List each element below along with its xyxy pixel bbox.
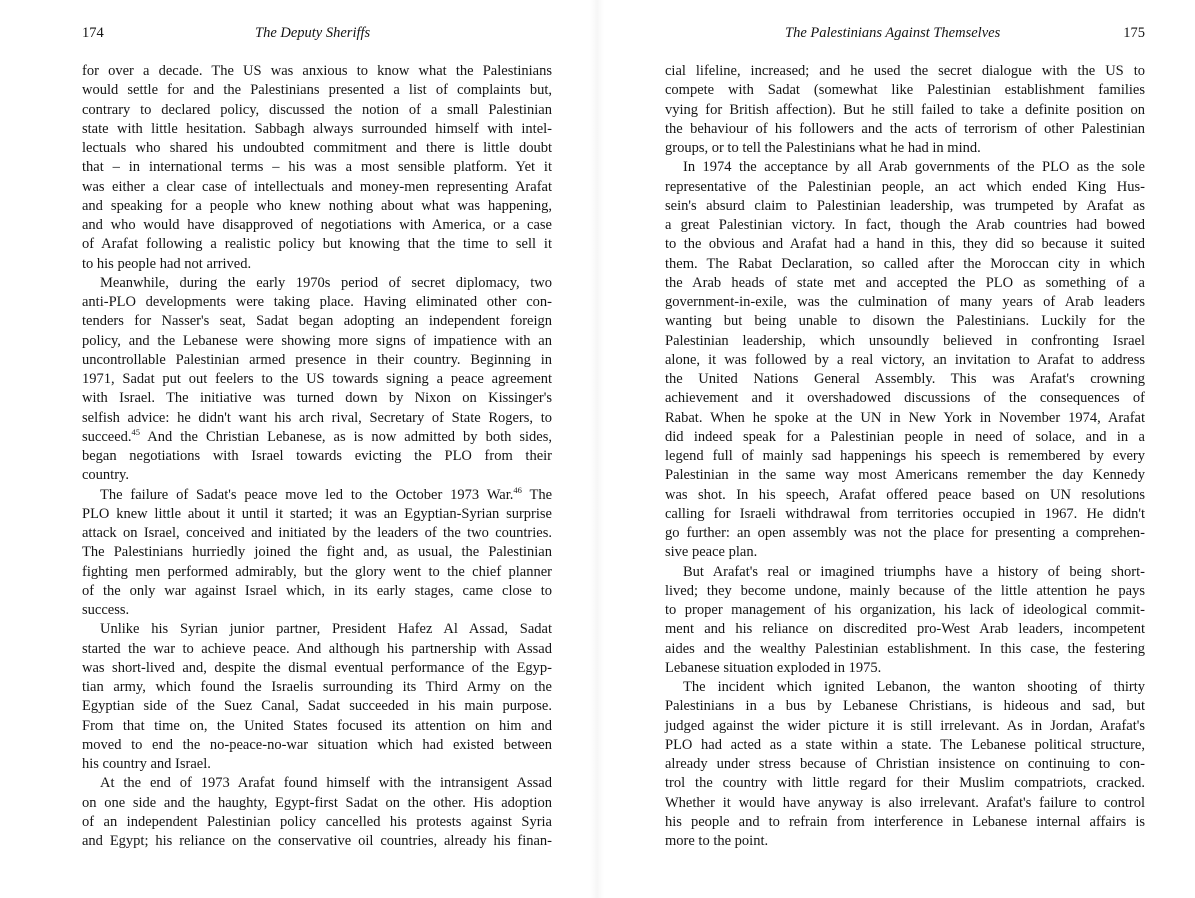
line-text: Rabat. When he spoke at the UN in New York in November 1974, Arafat [665,409,1145,426]
text-line [82,736,552,755]
text-line [82,274,552,293]
line-text: alone, it was followed by a real victory, an invitation to Arafat to address [665,351,1145,368]
line-text: with Israel. The initiative was turned down by Nixon on Kissinger's [82,390,552,407]
text-line [82,447,552,466]
page-number: 175 [1123,25,1145,41]
text-line [82,543,552,562]
line-text: to the obvious and Arafat had a hand in this, they did so because it suited [665,236,1145,253]
right-page-header [665,22,1145,44]
text-line [82,505,552,524]
text-line [82,178,552,197]
line-text: Egyptian side of the Suez Canal, Sadat succeeded in his main purpose. [82,698,552,715]
line-text: The failure of Sadat's peace move led to the October 1973 War. [100,486,514,503]
line-text: began negotiations with Israel towards evicting the PLO from their [82,448,552,464]
text-line [665,81,1145,100]
text-line [82,697,552,716]
line-text: was short-lived and, despite the dismal eventual performance of the Egyp- [82,659,552,676]
text-line [665,774,1145,793]
line-text: more to the point. [665,833,769,849]
line-text: Palestinians in a bus by Lebanese Christians, is hideous and sad, but [665,698,1145,715]
text-line [82,370,552,389]
text-line [82,678,552,697]
line-text: go further: an open assembly was not the place for presenting a comprehen- [665,525,1145,541]
text-line [665,332,1145,351]
text-line [665,158,1145,177]
page-number: 174 [82,25,104,41]
line-text: In 1974 the acceptance by all Arab governments of the PLO as the sole [683,159,1145,176]
text-line [665,543,1145,562]
left-page-body [82,62,552,851]
line-text: But Arafat's real or imagined triumphs have a history of being short- [683,563,1145,580]
right-page [597,0,1195,898]
line-text: Lebanese situation exploded in 1975. [665,659,882,676]
line-text: on one side and the haughty, Egypt-first Sadat on the other. His adoption [82,794,552,811]
text-line [665,486,1145,505]
line-text: Whether it would have anyway is also irrelevant. Arafat's failure to control [665,794,1145,811]
right-page-body [665,62,1145,851]
text-line [665,505,1145,524]
line-text: The Palestinians hurriedly joined the fight and, as usual, the Palestinian [82,544,552,561]
text-line [665,389,1145,408]
line-text: tian army, which found the Israelis surrounding its Third Army on the [82,679,552,695]
text-line [665,293,1145,312]
text-line [82,139,552,158]
text-line [665,678,1145,697]
text-line [665,370,1145,389]
line-text: Palestinian in the same way most Americans remember the day Kennedy [665,467,1145,484]
line-text: Unlike his Syrian junior partner, President Hafez Al Assad, Sadat [100,621,552,638]
text-line [82,332,552,351]
line-text: The [521,486,552,503]
text-line [82,774,552,793]
line-text: for over a decade. The US was anxious to know what the Palestinians [82,63,552,79]
line-text: sein's absurd claim to Palestinian leadership, was trumpeted by Arafat as [665,197,1145,214]
line-text: cial lifeline, increased; and he used the secret dialogue with the US to [665,63,1145,79]
text-line [665,447,1145,466]
line-text: lectuals who shared his undoubted commitment and there is little doubt [82,140,552,156]
line-text: of an independent Palestinian policy cancelled his protests against Syria [82,813,552,830]
text-line [82,659,552,678]
text-line [82,197,552,216]
line-text: Meanwhile, during the early 1970s period of secret diplomacy, two [100,274,552,291]
line-text: At the end of 1973 Arafat found himself with the intransigent Assad [100,775,552,792]
line-text: tenders for Nasser's seat, Sadat began adopting an independent foreign [82,313,552,330]
line-text: legend full of mainly sad happenings his speech is remembered by every [665,448,1145,464]
text-line [665,717,1145,736]
line-text: vying for British affection). But he still failed to take a definite position on [665,101,1145,118]
line-text: anti-PLO developments were taking place. Having eliminated other con- [82,294,552,310]
line-text: policy, and the Lebanese were showing more signs of impatience with an [82,332,552,349]
line-text: his people and to refrain from interference in Lebanese internal affairs is [665,813,1145,830]
line-text: succeed. [82,428,132,445]
footnote-ref: 45 [131,426,141,437]
text-line [665,62,1145,81]
text-line [82,466,552,485]
text-line [665,601,1145,620]
text-line [82,120,552,139]
line-text: did indeed speak for a Palestinian people in need of solace, and in a [665,428,1145,445]
line-text: groups, or to tell the Palestinians what he had in mind. [665,140,981,156]
line-text: trol the country with little regard for their Muslim compatriots, cracked. [665,775,1145,792]
text-line [82,216,552,235]
line-text: success. [82,602,130,618]
text-line [665,274,1145,293]
text-line [665,351,1145,370]
line-text: wanting but being unable to disown the Palestinians. Luckily for the [665,313,1145,330]
text-line [665,409,1145,428]
text-line [82,235,552,254]
text-line [82,832,552,851]
line-text: of the only war against Israel which, in its early stages, came close to [82,582,552,599]
line-text: ment and his reliance on discredited pro-West Arab leaders, incompetent [665,621,1145,638]
line-text: the United Nations General Assembly. This was Arafat's crowning [665,371,1145,387]
line-text: already under stress because of Christian insistence on continuing to con- [665,756,1145,772]
text-line [665,466,1145,485]
text-line [665,235,1145,254]
line-text: uncontrollable Palestinian armed presence in their country. Beginning in [82,351,552,368]
text-line [665,120,1145,139]
line-text: his country and Israel. [82,756,211,772]
line-text: And the Christian Lebanese, as is now admitted by both sides, [140,428,552,445]
line-text: to his people had not arrived. [82,255,252,272]
running-title: The Deputy Sheriffs [255,25,371,41]
text-line [82,81,552,100]
line-text: started the war to achieve peace. And although his partnership with Assad [82,640,552,657]
text-line [82,486,552,505]
line-text: 1971, Sadat put out feelers to the US towards signing a peace agreement [82,371,552,387]
text-line [665,563,1145,582]
line-text: that – in international terms – his was a most sensible platform. Yet it [82,159,552,176]
text-line [665,659,1145,678]
line-text: and who would have disapproved of negotiations with America, or a case [82,217,552,233]
line-text: judged against the wider picture it is still irrelevant. As in Jordan, Arafat's [665,717,1145,734]
text-line [82,101,552,120]
line-text: the behaviour of his followers and the acts of terrorism of other Palestinian [665,120,1145,137]
line-text: would settle for and the Palestinians presented a list of complaints but, [82,82,552,99]
text-line [665,101,1145,120]
text-line [665,524,1145,543]
line-text: and Egypt; his reliance on the conservative oil countries, already his finan- [82,833,552,849]
text-line [665,582,1145,601]
line-text: government-in-exile, was the culmination of many years of Arab leaders [665,294,1145,310]
text-line [665,832,1145,851]
left-page [0,0,597,898]
line-text: PLO had acted as a state within a state. The Lebanese political structure, [665,736,1145,753]
running-title: The Palestinians Against Themselves [785,25,1001,41]
line-text: contrary to declared policy, discussed the notion of a small Palestinian [82,101,552,118]
line-text: the Arab heads of state met and accepted the PLO as something of a [665,274,1145,291]
text-line [82,582,552,601]
text-line [82,409,552,428]
text-line [82,351,552,370]
text-line [82,255,552,274]
text-line [82,312,552,331]
text-line [82,428,552,447]
text-line [665,312,1145,331]
text-line [665,697,1145,716]
text-line [82,524,552,543]
text-line [82,794,552,813]
line-text: attack on Israel, conceived and initiated by the leaders of the two countries. [82,525,552,541]
text-line [665,428,1145,447]
text-line [82,620,552,639]
line-text: selfish advice: he didn't want his arch rival, Secretary of State Rogers, to [82,409,552,426]
footnote-ref: 46 [513,484,522,495]
text-line [82,717,552,736]
line-text: compete with Sadat (somewhat like Palestinian establishment families [665,82,1145,99]
line-text: fighting men performed admirably, but the glory went to the chief planner [82,563,552,580]
text-line [665,178,1145,197]
text-line [82,601,552,620]
text-line [82,563,552,582]
text-line [665,640,1145,659]
text-line [665,197,1145,216]
text-line [82,813,552,832]
line-text: Palestinian leadership, which unsoundly believed in confronting Israel [665,332,1145,349]
text-line [82,293,552,312]
left-page-header [82,22,552,44]
text-line [665,139,1145,158]
line-text: to proper management of his organization, his lack of ideological commit- [665,602,1145,618]
line-text: country. [82,467,129,484]
text-line [82,62,552,81]
line-text: and speaking for a people who knew nothing about what was happening, [82,197,552,214]
text-line [82,640,552,659]
line-text: moved to end the no-peace-no-war situation which had existed between [82,736,552,753]
line-text: was shot. In his speech, Arafat offered peace based on UN resolutions [665,486,1145,503]
text-line [665,813,1145,832]
text-line [82,158,552,177]
line-text: a great Palestinian victory. In fact, though the Arab countries had bowed [665,217,1145,233]
line-text: of Arafat following a realistic policy but knowing that the time to sell it [82,236,552,253]
text-line [82,389,552,408]
line-text: aides and the wealthy Palestinian establishment. In this case, the festering [665,640,1145,657]
text-line [665,794,1145,813]
line-text: was either a clear case of intellectuals and money-men representing Arafat [82,178,552,195]
line-text: PLO knew little about it until it started; it was an Egyptian-Syrian surprise [82,505,552,522]
text-line [82,755,552,774]
line-text: The incident which ignited Lebanon, the wanton shooting of thirty [683,679,1145,695]
line-text: lived; they become undone, mainly because of the little attention he pays [665,582,1145,599]
line-text: them. The Rabat Declaration, so called after the Moroccan city in which [665,255,1145,272]
text-line [665,736,1145,755]
text-line [665,255,1145,274]
line-text: calling for Israeli withdrawal from territories occupied in 1967. He didn't [665,505,1145,522]
line-text: sive peace plan. [665,544,758,561]
line-text: representative of the Palestinian people, an act which ended King Hus- [665,178,1145,195]
text-line [665,620,1145,639]
text-line [665,755,1145,774]
text-line [665,216,1145,235]
line-text: From that time on, the United States focused its attention on him and [82,717,552,734]
line-text: achievement and it overshadowed discussions of the consequences of [665,390,1145,407]
line-text: state with little hesitation. Sabbagh always surrounded himself with intel- [82,120,552,137]
